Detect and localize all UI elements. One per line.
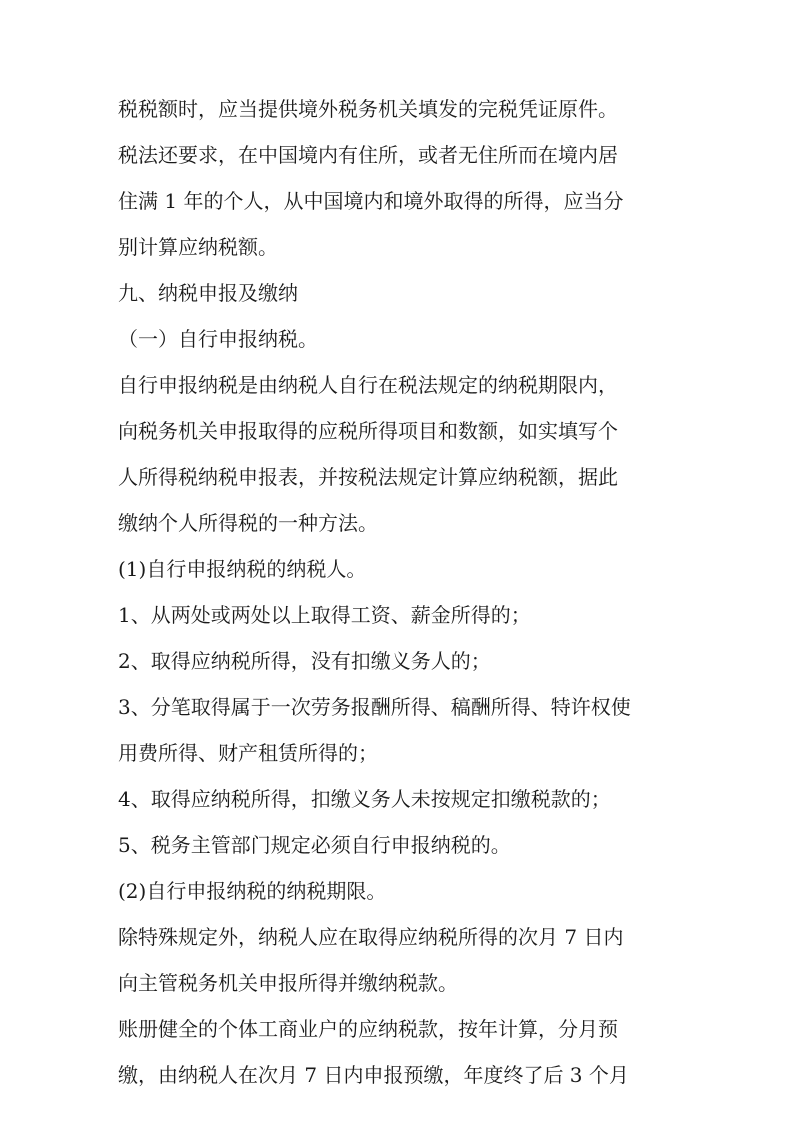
text-line: 账册健全的个体工商业户的应纳税款，按年计算，分月预 [118, 1017, 618, 1041]
text-line: 税法还要求，在中国境内有住所，或者无住所而在境内居 [118, 143, 618, 167]
document-body [118, 94, 688, 1106]
text-line: 缴纳个人所得税的一种方法。 [118, 511, 378, 535]
list-item: 5、税务主管部门规定必须自行申报纳税的。 [118, 833, 511, 857]
list-item: 4、取得应纳税所得，扣缴义务人未按规定扣缴税款的； [118, 787, 611, 811]
text-line: 税税额时，应当提供境外税务机关填发的完税凭证原件。 [118, 97, 618, 121]
text-line: 别计算应纳税额。 [118, 235, 278, 259]
text-line: 向主管税务机关申报所得并缴纳税款。 [118, 971, 458, 995]
text-line: 住满 1 年的个人，从中国境内和境外取得的所得，应当分 [118, 189, 624, 213]
text-line: 缴，由纳税人在次月 7 日内申报预缴，年度终了后 3 个月 [118, 1063, 629, 1087]
list-item: 2、取得应纳税所得，没有扣缴义务人的； [118, 649, 491, 673]
text-line: 人所得税纳税申报表，并按税法规定计算应纳税额，据此 [118, 465, 618, 489]
list-item-continuation: 用费所得、财产租赁所得的； [118, 741, 378, 765]
list-heading: (2)自行申报纳税的纳税期限。 [118, 879, 387, 903]
text-line: 向税务机关申报取得的应税所得项目和数额，如实填写个 [118, 419, 618, 443]
subsection-heading: （一）自行申报纳税。 [118, 327, 318, 351]
text-line: 除特殊规定外，纳税人应在取得应纳税所得的次月 7 日内 [118, 925, 624, 949]
section-heading: 九、纳税申报及缴纳 [118, 281, 298, 305]
list-heading: (1)自行申报纳税的纳税人。 [118, 557, 367, 581]
list-item: 3、分笔取得属于一次劳务报酬所得、稿酬所得、特许权使 [118, 695, 631, 719]
list-item: 1、从两处或两处以上取得工资、薪金所得的； [118, 603, 531, 627]
text-line: 自行申报纳税是由纳税人自行在税法规定的纳税期限内， [118, 373, 618, 397]
